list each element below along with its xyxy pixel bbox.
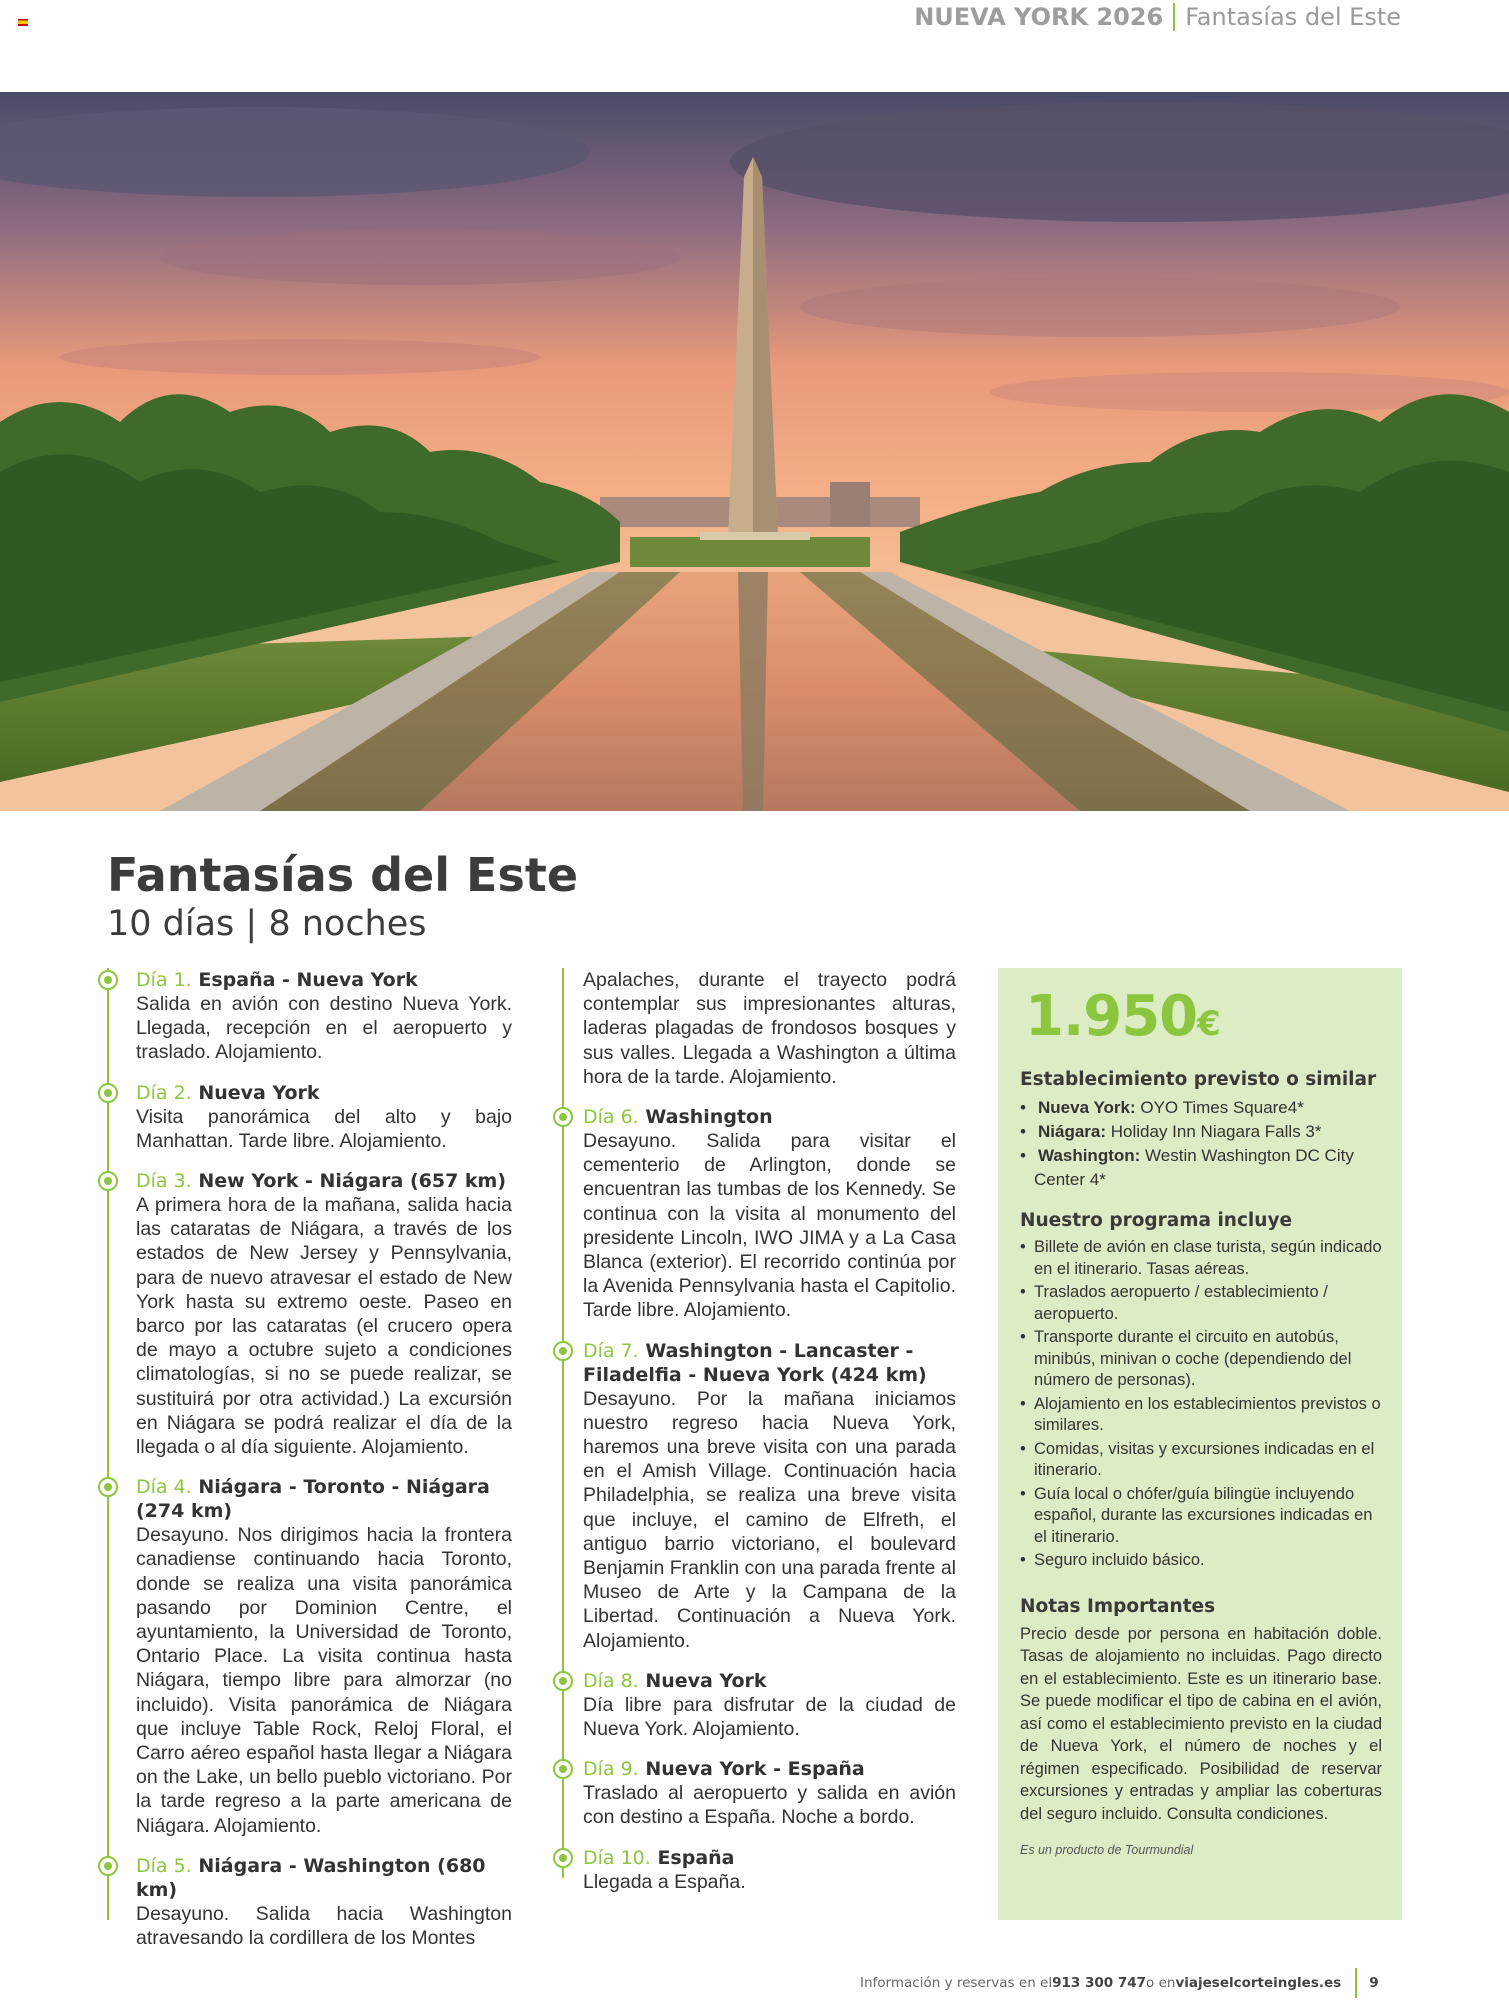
day-number: Día 7. (583, 1339, 639, 1362)
itinerary-day-1 (109, 968, 512, 1065)
hotels-heading: Establecimiento previsto o similar (1020, 1069, 1377, 1090)
trip-duration: 10 días | 8 noches (107, 904, 427, 944)
includes-item: • Traslados aeropuerto / establecimiento / aeropuerto. (1020, 1282, 1382, 1325)
day-title: Niágara - Washington (680 km) (136, 1854, 486, 1901)
includes-item: • Alojamiento en los establecimientos previstos o similares. (1020, 1394, 1382, 1437)
pricing-box (998, 968, 1402, 1920)
spain-flag-icon (18, 19, 28, 26)
page-number: 9 (1369, 1975, 1379, 1991)
day-marker-icon (98, 1083, 118, 1103)
notes-heading: Notas Importantes (1020, 1595, 1216, 1617)
day-title: Nueva York (645, 1669, 767, 1692)
washington-monument-illustration (0, 92, 1509, 811)
day-marker-icon (553, 1341, 573, 1361)
day-heading (136, 1475, 512, 1523)
day-number: Día 4. (136, 1476, 192, 1499)
day-title: Nueva York (198, 1081, 320, 1104)
day-description: Traslado al aeropuerto y salida en avión con destino a España. Noche a bordo. (583, 1782, 956, 1829)
hotel-item (1020, 1096, 1382, 1120)
itinerary-column-2 (562, 968, 956, 1893)
day-marker-icon (98, 1171, 118, 1191)
day-title: Washington (645, 1106, 773, 1129)
hotel-city: Nueva York: (1038, 1098, 1136, 1117)
trip-title: Fantasías del Este (107, 848, 579, 902)
day-number: Día 8. (583, 1669, 639, 1692)
day-marker-icon (98, 1477, 118, 1497)
day-5-continuation: Apalaches, durante el trayecto podrá contemplar sus impresionantes alturas, laderas plagadas de frondosos bosques y sus valles. Llegada a Washington a última hora de la tarde. Alojamiento. (583, 969, 956, 1088)
hero-image-washington-monument (0, 92, 1509, 811)
page-header (914, 2, 1401, 32)
day-description: A primera hora de la mañana, salida hacia las cataratas de Niágara, a través de los estados de New Jersey y Pennsylvania, para de nuevo atravesar el estado de New York hasta su extremo oeste. Paseo en barco por las cataratas (el crucero opera de mayo a octubre sujeto a condiciones climatologías, si no se puede realizar, se sustituirá por otra actividad.) La excursión en Niágara se podrá realizar el día de la llegada o al día siguiente. Alojamiento. (136, 1194, 512, 1459)
day-description: Visita panorámica del alto y bajo Manhattan. Tarde libre. Alojamiento. (136, 1105, 512, 1152)
day-number: Día 10. (583, 1846, 651, 1869)
day-heading (136, 1081, 512, 1105)
price-amount: 1.950 (1025, 984, 1198, 1049)
day-title: Niágara - Toronto - Niágara (274 km) (136, 1476, 490, 1523)
header-brand: NUEVA YORK 2026 (914, 3, 1164, 31)
header-divider (1173, 3, 1175, 31)
hotels-list (1020, 1096, 1382, 1192)
day-heading (583, 1339, 956, 1387)
day-heading (136, 1169, 512, 1193)
itinerary-day-5 (109, 1854, 512, 1950)
day-heading (583, 1669, 956, 1693)
day-heading (136, 968, 512, 992)
day-marker-icon (553, 1848, 573, 1868)
day-marker-icon (553, 1671, 573, 1691)
product-credit: Es un producto de Tourmundial (1020, 1843, 1194, 1857)
includes-item: • Seguro incluido básico. (1020, 1550, 1382, 1572)
itinerary-day-8 (564, 1669, 956, 1741)
header-section: Fantasías del Este (1185, 3, 1401, 31)
itinerary-day-2 (109, 1081, 512, 1153)
footer-phone[interactable]: 913 300 747 (1052, 1975, 1147, 1991)
day-number: Día 3. (136, 1170, 192, 1193)
itinerary-day-6 (564, 1105, 956, 1323)
day-number: Día 5. (136, 1854, 192, 1877)
footer-middle: o en (1146, 1975, 1176, 1991)
itinerary-day-7 (564, 1339, 956, 1653)
footer-divider (1355, 1968, 1357, 1998)
day-heading (583, 1757, 956, 1781)
price-currency: € (1197, 1004, 1220, 1044)
day-description: Llegada a España. (583, 1870, 746, 1893)
day-title: España (657, 1846, 735, 1869)
hotel-item (1020, 1120, 1382, 1144)
hotel-city: Niágara: (1038, 1122, 1107, 1141)
day-number: Día 9. (583, 1758, 639, 1781)
day-title: New York - Niágara (657 km) (198, 1170, 507, 1193)
price (1025, 982, 1382, 1059)
hotel-name: Holiday Inn Niagara Falls 3* (1110, 1122, 1322, 1141)
day-marker-icon (553, 1759, 573, 1779)
day-number: Día 6. (583, 1106, 639, 1129)
day-marker-icon (553, 1107, 573, 1127)
page-footer (860, 1968, 1379, 1998)
day-marker-icon (98, 1856, 118, 1876)
day-description: Desayuno. Salida hacia Washington atravesando la cordillera de los Montes (136, 1902, 512, 1950)
footer-website-link[interactable]: viajeselcorteingles.es (1175, 1975, 1342, 1991)
day-heading (583, 1105, 956, 1129)
day-description: Salida en avión con destino Nueva York. Llegada, recepción en el aeropuerto y traslado. Alojamiento. (136, 993, 512, 1064)
day-description: Desayuno. Salida para visitar el cementerio de Arlington, donde se encuentran las tumbas de los Kennedy. Se continua con la visita al monumento del presidente Lincoln, IWO JIMA y a La Casa Blanca (exterior). El recorrido continúa por la Avenida Pennsylvania hasta el Capitolio. Tarde libre. Alojamiento. (583, 1130, 956, 1322)
day-number: Día 2. (136, 1081, 192, 1104)
day-description: Día libre para disfrutar de la ciudad de Nueva York. Alojamiento. (583, 1693, 956, 1741)
includes-item: • Transporte durante el circuito en autobús, minibús, minivan o coche (dependiendo del número de personas). (1020, 1327, 1382, 1392)
itinerary-day-9 (564, 1757, 956, 1829)
includes-item: • Guía local o chófer/guía bilingüe incluyendo español, durante las excursiones indicadas en el itinerario. (1020, 1484, 1382, 1549)
includes-list (1020, 1237, 1382, 1572)
notes-text: Precio desde por persona en habitación doble. Tasas de alojamiento no incluidas. Pago directo en el establecimiento. Este es un itinerario base. Se puede modificar el tipo de cabina en el avión, así como el establecimiento previsto en la ciudad de Nueva York, el número de noches y el régimen especificado. Posibilidad de reservar excursiones y entradas y ampliar las coberturas del seguro incluido. Consulta condiciones. (1020, 1624, 1382, 1823)
itinerary-column-1 (107, 968, 512, 1950)
includes-heading: Nuestro programa incluye (1020, 1210, 1293, 1231)
hotel-item (1020, 1144, 1382, 1192)
day-title: Washington - Lancaster - Filadelfia - Nueva York (424 km) (583, 1339, 927, 1386)
itinerary-day-10 (564, 1846, 956, 1894)
footer-prefix: Información y reservas en el (860, 1975, 1053, 1991)
day-heading (136, 1854, 512, 1902)
day-title: Nueva York - España (645, 1758, 865, 1781)
day-description: Desayuno. Por la mañana iniciamos nuestro regreso hacia Nueva York, haremos una breve visita con una parada en el Amish Village. Continuación hacia Philadelphia, se realiza una breve visita que incluye, el camino de Elfreth, el antiguo barrio victoriano, el boulevard Benjamin Franklin con una parada frente al Museo de Arte y la Campana de la Libertad. Continuación a Nueva York. Alojamiento. (583, 1387, 956, 1652)
day-description: Desayuno. Nos dirigimos hacia la frontera canadiense continuando hacia Toronto, donde se realiza una visita panorámica pasando por Dominion Centre, el ayuntamiento, la Universidad de Toronto, Ontario Place. La visita continua hasta Niágara, tiempo libre para almorzar (no incluido). Visita panorámica de Niágara que incluye Table Rock, Reloj Floral, el Carro aéreo español hasta llegar a Niágara on the Lake, un bello pueblo victoriano. Por la tarde regreso a la parte americana de Niágara. Alojamiento. (136, 1524, 512, 1837)
day-heading (583, 1846, 956, 1870)
hotel-name: Westin Washington DC City Center 4* (1034, 1146, 1354, 1189)
day-title: España - Nueva York (198, 969, 418, 991)
day-marker-icon (98, 970, 118, 990)
hotel-name: OYO Times Square4* (1140, 1098, 1304, 1117)
includes-item: • Billete de avión en clase turista, según indicado en el itinerario. Tasas aéreas. (1020, 1237, 1382, 1280)
day-number: Día 1. (136, 969, 192, 991)
itinerary-day-3 (109, 1169, 512, 1459)
hotel-city: Washington: (1038, 1146, 1141, 1165)
itinerary-day-4 (109, 1475, 512, 1838)
includes-item: • Comidas, visitas y excursiones indicadas en el itinerario. (1020, 1439, 1382, 1482)
